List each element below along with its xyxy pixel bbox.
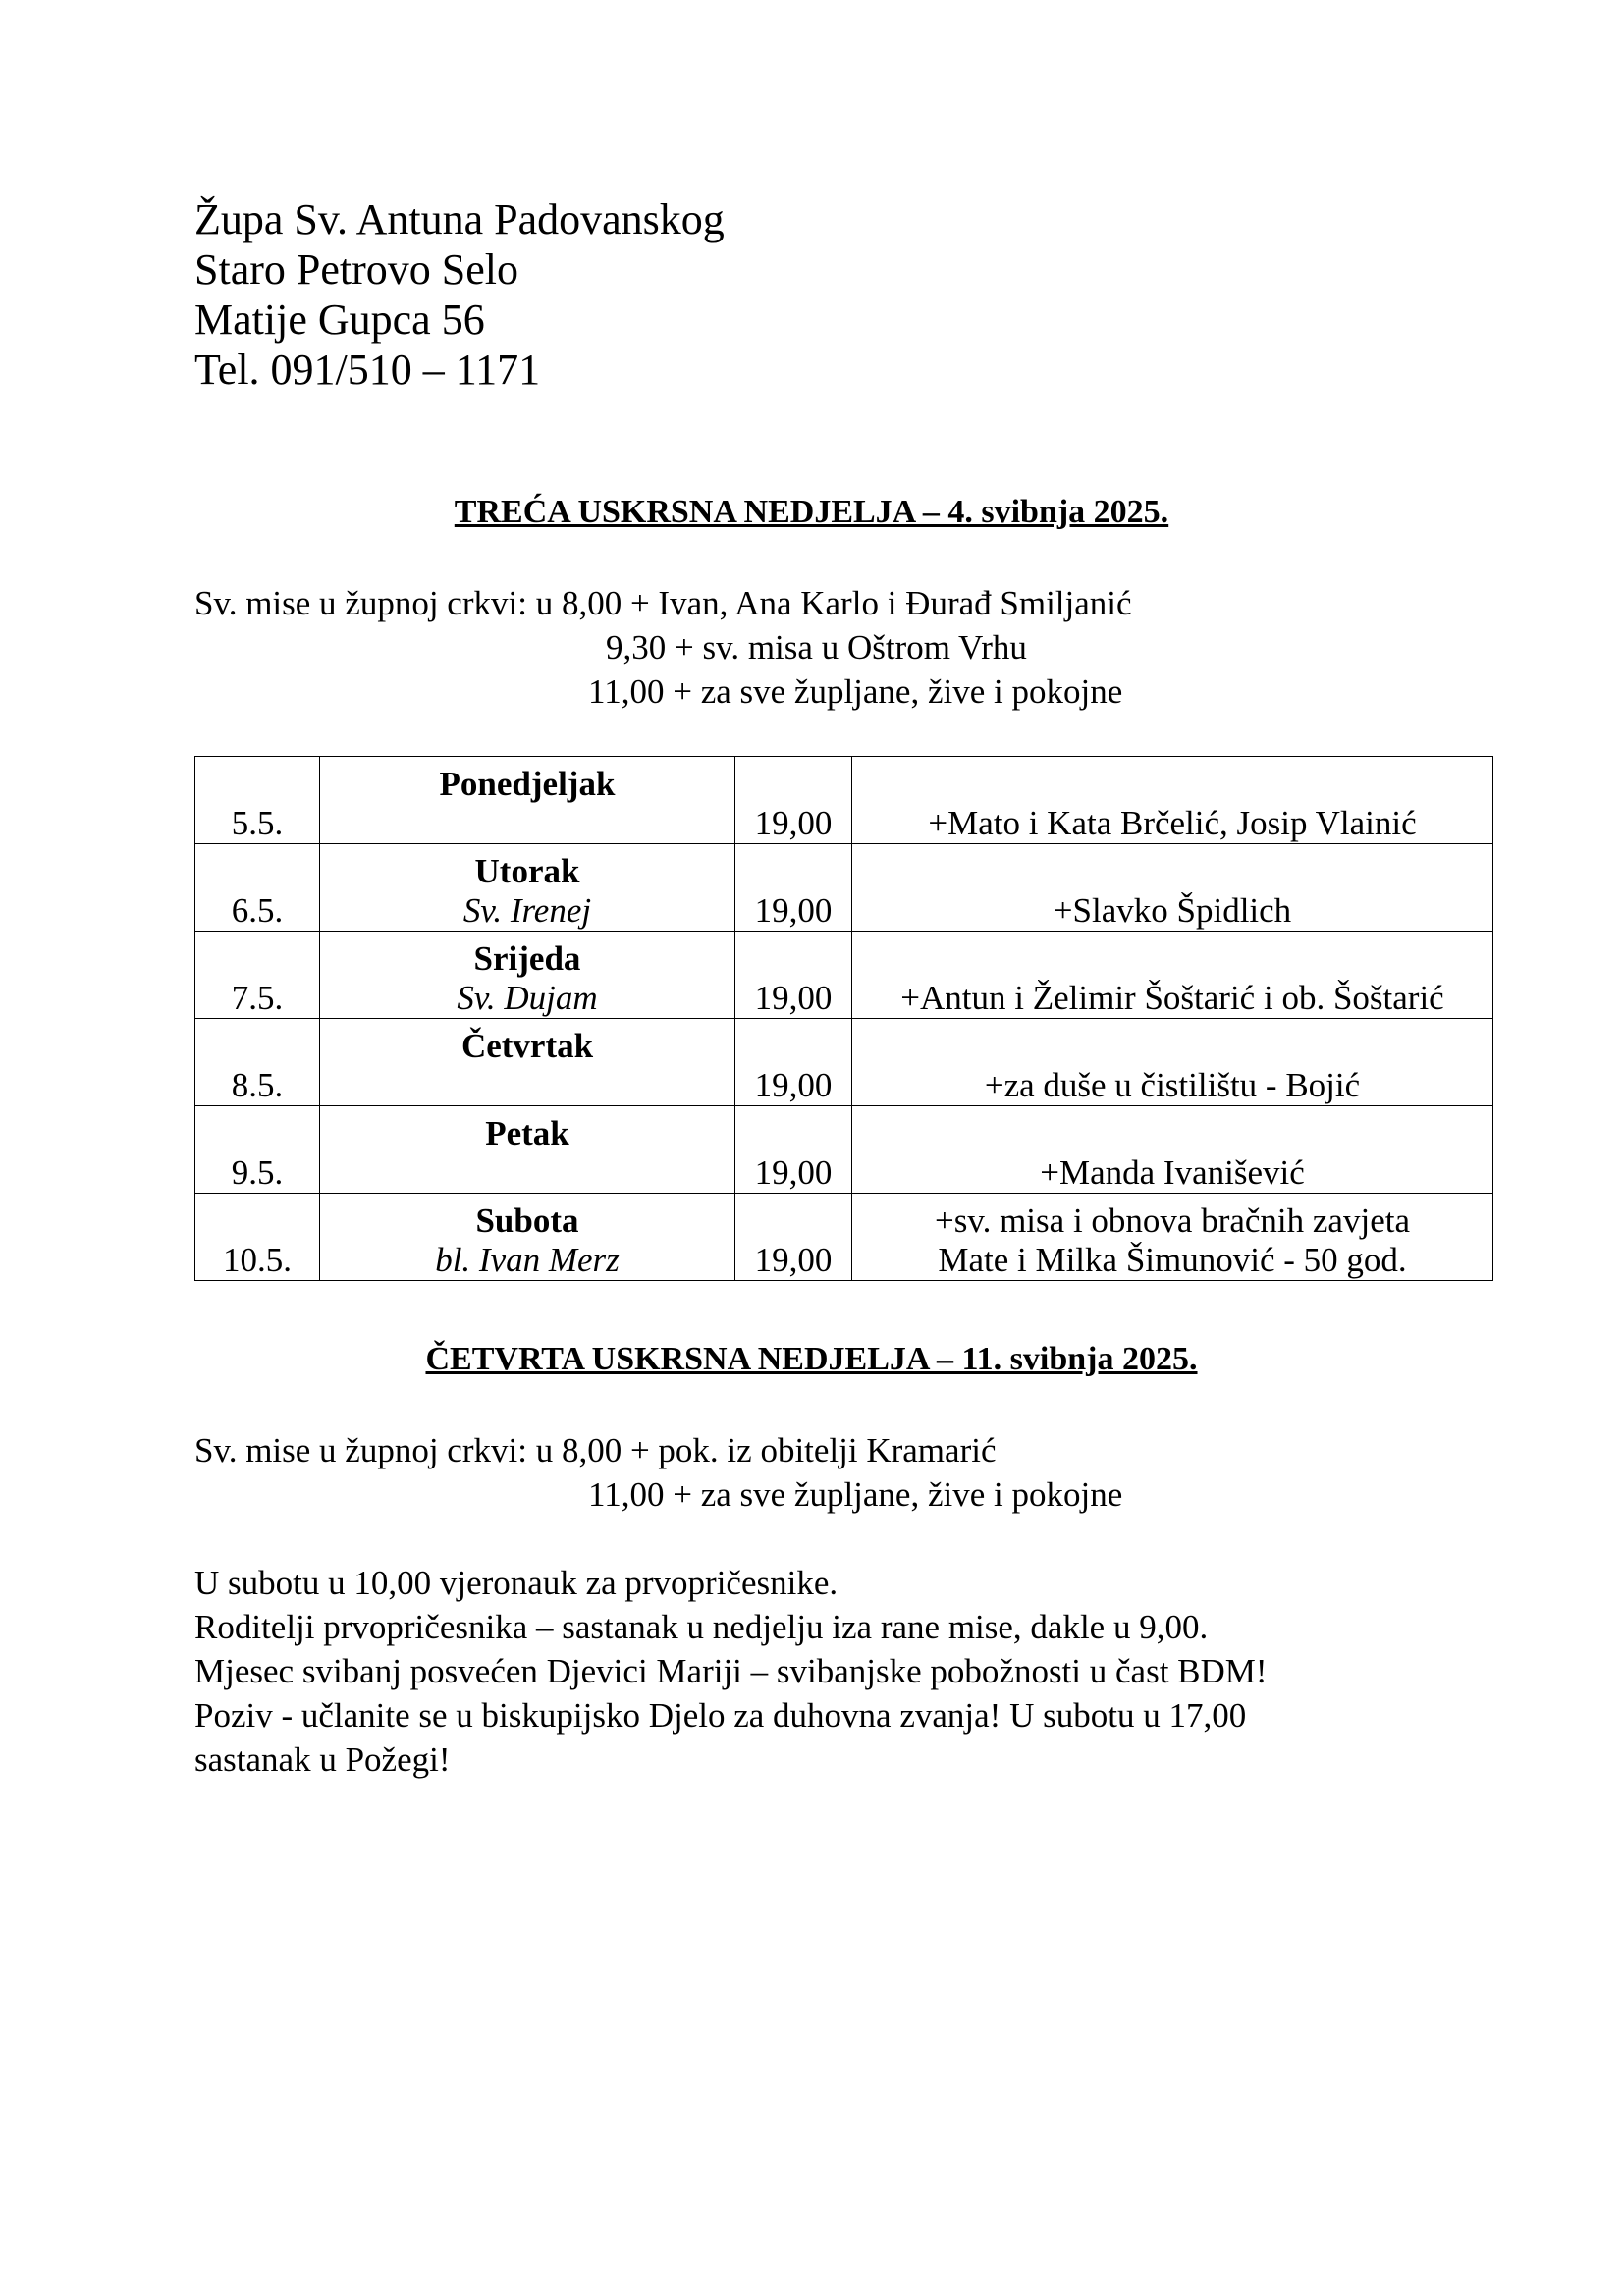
time-cell: 19,00 [735,844,852,932]
note: U subotu u 10,00 vjeronauk za prvopričesnike. [194,1564,839,1602]
day-cell [320,1194,735,1281]
day-name: Srijeda [473,939,581,978]
schedule-row [195,932,1493,1019]
note: Poziv - učlanite se u biskupijsko Djelo za duhovna zvanja! U subotu u 17,00 [194,1696,1247,1735]
day-cell [320,844,735,932]
intention-line: +Manda Ivanišević [1040,1153,1305,1192]
day-name: Četvrtak [460,1027,594,1065]
sunday2-mass-line: 11,00 + za sve župljane, žive i pokojne [588,1475,1123,1514]
parish-phone: Tel. 091/510 – 1171 [194,346,541,394]
sunday1-mass-line: Sv. mise u župnoj crkvi: u 8,00 + Ivan, Ana Karlo i Đurađ Smiljanić [194,584,1132,622]
day-cell [320,757,735,844]
sunday1-mass-line: 11,00 + za sve župljane, žive i pokojne [588,672,1123,711]
day-name: Subota [475,1201,579,1240]
intention-cell [852,932,1493,1019]
parish-name: Župa Sv. Antuna Padovanskog [194,195,725,243]
day-name: Utorak [474,852,580,890]
day-cell [320,1019,735,1106]
saint-name [326,804,729,843]
note: sastanak u Požegi! [194,1740,451,1779]
saint-name: bl. Ivan Merz [435,1241,620,1279]
schedule-row [195,1106,1493,1194]
date-cell: 10.5. [195,1194,320,1281]
time-cell: 19,00 [735,1106,852,1194]
schedule-row [195,1019,1493,1106]
time-cell: 19,00 [735,1019,852,1106]
sunday2-mass-line: Sv. mise u župnoj crkvi: u 8,00 + pok. iz obitelji Kramarić [194,1431,997,1469]
intention-cell [852,757,1493,844]
day-name: Petak [485,1114,569,1152]
schedule-row [195,844,1493,932]
note: Roditelji prvopričesnika – sastanak u nedjelju iza rane mise, dakle u 9,00. [194,1608,1209,1646]
intention-line: +Slavko Špidlich [1053,891,1292,930]
time-cell: 19,00 [735,932,852,1019]
schedule-row [195,757,1493,844]
date-cell: 5.5. [195,757,320,844]
saint-name [326,1153,729,1193]
intention-line: +sv. misa i obnova bračnih zavjeta [935,1201,1410,1240]
parish-place: Staro Petrovo Selo [194,245,518,294]
day-cell [320,932,735,1019]
intention-line: +za duše u čistilištu - Bojić [984,1066,1361,1104]
date-cell: 8.5. [195,1019,320,1106]
date-cell: 9.5. [195,1106,320,1194]
saint-name: Sv. Dujam [457,979,598,1017]
saint-name: Sv. Irenej [462,891,592,930]
day-name: Ponedjeljak [439,765,616,803]
date-cell: 6.5. [195,844,320,932]
schedule-row [195,1194,1493,1281]
intention-cell [852,1194,1493,1281]
intention-line: +Mato i Kata Brčelić, Josip Vlainić [928,804,1417,842]
intention-line: +Antun i Želimir Šoštarić i ob. Šoštarić [900,979,1444,1017]
sunday1-title: TREĆA USKRSNA NEDJELJA – 4. svibnja 2025. [454,494,1169,530]
intention-cell [852,844,1493,932]
sunday2-title: ČETVRTA USKRSNA NEDJELJA – 11. svibnja 2025. [425,1341,1198,1377]
intention-cell [852,1106,1493,1194]
intention-cell [852,1019,1493,1106]
time-cell: 19,00 [735,757,852,844]
time-cell: 19,00 [735,1194,852,1281]
saint-name [326,1066,729,1105]
day-cell [320,1106,735,1194]
note: Mjesec svibanj posvećen Djevici Mariji – svibanjske pobožnosti u čast BDM! [194,1652,1268,1690]
date-cell: 7.5. [195,932,320,1019]
intention-line: Mate i Milka Šimunović - 50 god. [938,1241,1407,1279]
weekly-mass-table [194,756,1493,1281]
parish-address: Matije Gupca 56 [194,295,485,344]
sunday1-mass-line: 9,30 + sv. misa u Oštrom Vrhu [606,628,1027,667]
